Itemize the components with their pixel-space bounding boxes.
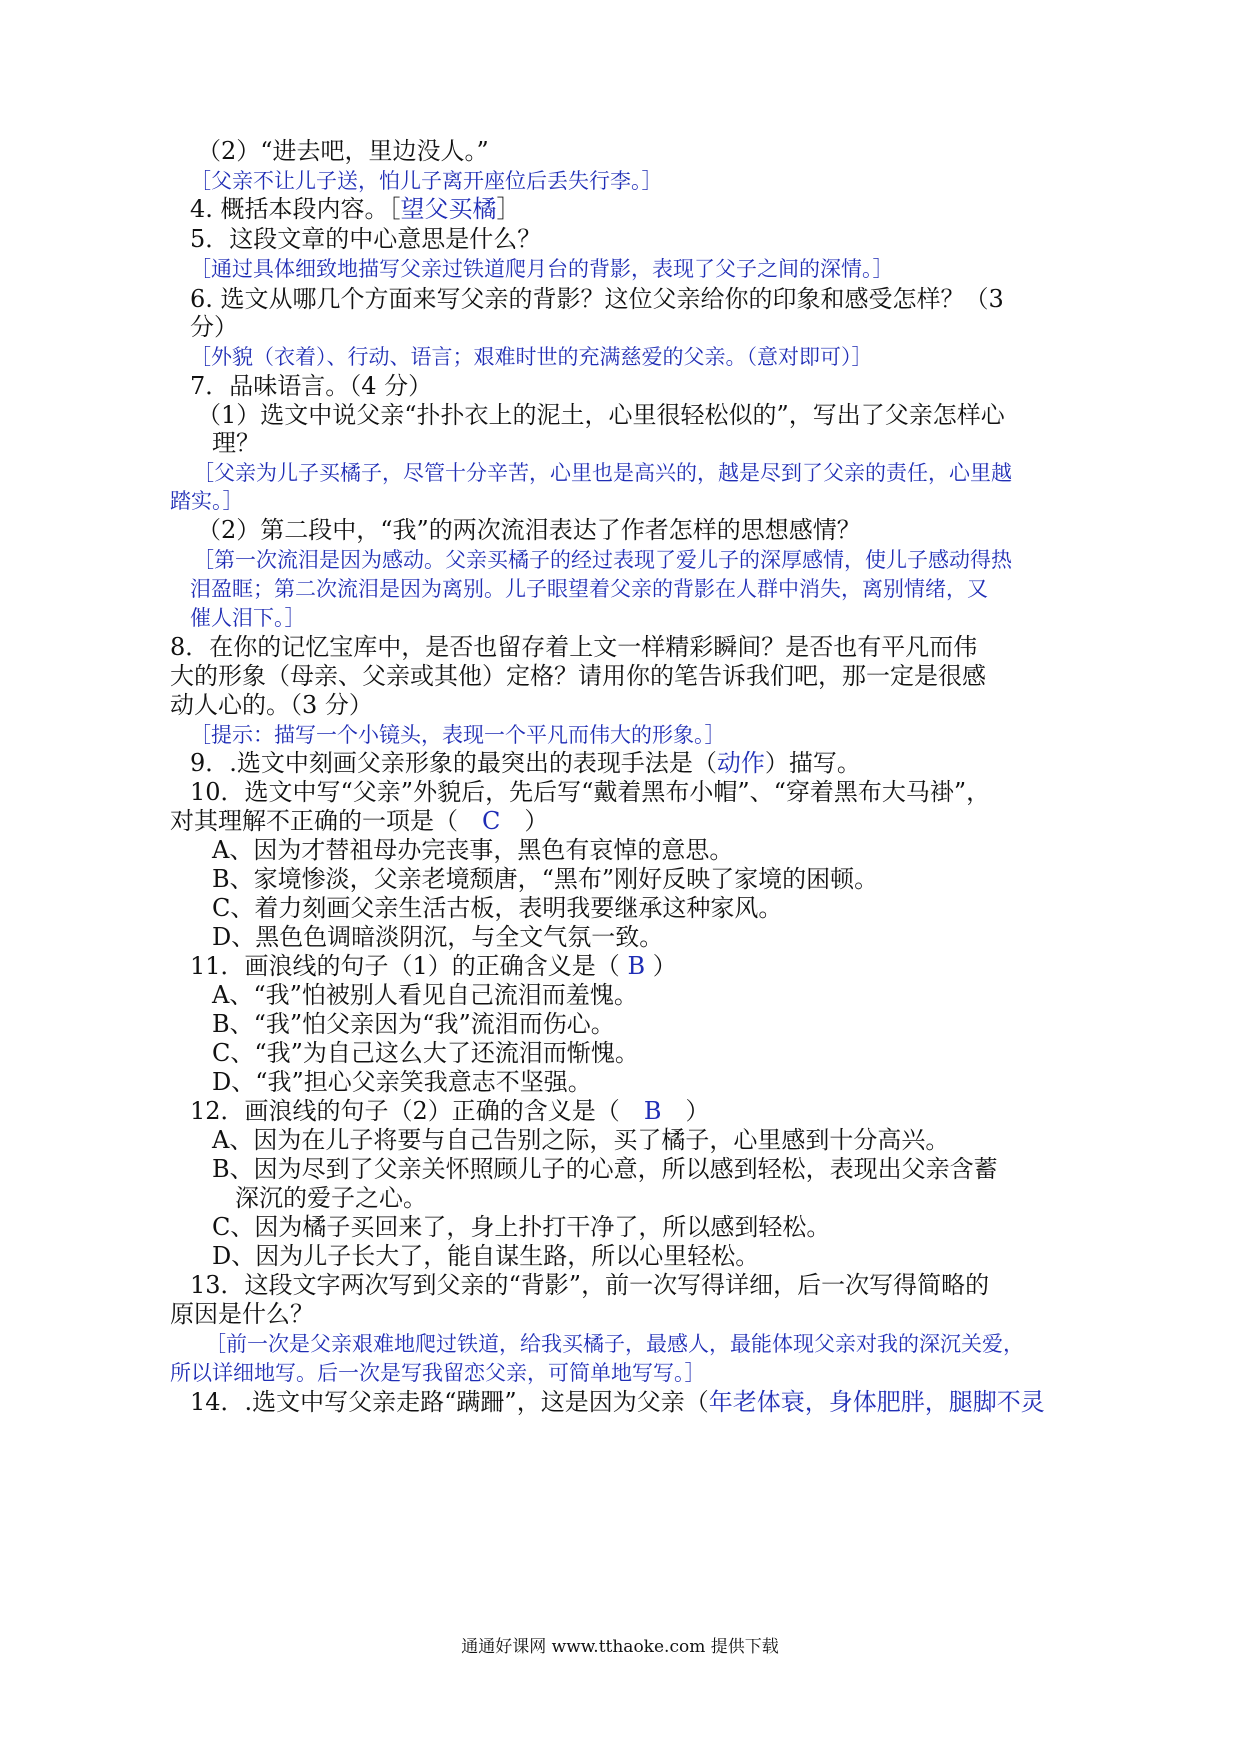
q11-answer: B xyxy=(627,952,646,980)
q6-answer: ［外貌（衣着）、行动、语言；艰难时世的充满慈爱的父亲。（意对即可）］ xyxy=(190,345,873,369)
q12-option-d: D、因为儿子长大了，能自谋生路，所以心里轻松。 xyxy=(212,1242,760,1270)
q4-question: 4. 概括本段内容。［望父买橘］ xyxy=(190,195,521,223)
q13-question: 13．这段文字两次写到父亲的“背影”，前一次写得详细，后一次写得简略的 xyxy=(190,1271,990,1299)
q7-2-answer: ［第一次流泪是因为感动。父亲买橘子的经过表现了爱儿子的深厚感情，使儿子感动得热 xyxy=(193,548,1012,572)
q7-1-answer-cont: 踏实。］ xyxy=(170,489,244,513)
q11-question: 11．画浪线的句子（1）的正确含义是（ B ） xyxy=(190,952,677,980)
q12-answer: B xyxy=(643,1097,662,1125)
q4-answer: 望父买橘 xyxy=(400,195,497,223)
q7-1-question-cont: 理？ xyxy=(212,429,260,457)
q11-option-a: A、“我”怕被别人看见自己流泪而羞愧。 xyxy=(212,981,638,1009)
q14-question: 14．.选文中写父亲走路“蹒跚”，这是因为父亲（年老体衰，身体肥胖，腿脚不灵 xyxy=(190,1388,1045,1416)
q9-answer: 动作 xyxy=(716,749,765,777)
q6-question: 6. 选文从哪几个方面来写父亲的背影？这位父亲给你的印象和感受怎样？（3 xyxy=(190,285,1004,313)
q10-option-d: D、黑色色调暗淡阴沉，与全文气氛一致。 xyxy=(212,923,664,951)
page-footer: 通通好课网 www.tthaoke.com 提供下载 xyxy=(461,1637,779,1657)
q6-question-cont: 分） xyxy=(190,313,238,341)
q9-question: 9．.选文中刻画父亲形象的最突出的表现手法是（动作）描写。 xyxy=(190,749,861,777)
q13-answer-cont: 所以详细地写。后一次是写我留恋父亲，可简单地写写。］ xyxy=(170,1361,706,1385)
q10-option-c: C、着力刻画父亲生活古板，表明我要继承这种家风。 xyxy=(212,894,783,922)
q12-question: 12．画浪线的句子（2）正确的含义是（ B ） xyxy=(190,1097,710,1125)
q10-question-cont: 对其理解不正确的一项是（ C ） xyxy=(170,807,549,835)
q5-answer: ［通过具体细致地描写父亲过铁道爬月台的背影，表现了父子之间的深情。］ xyxy=(190,257,894,281)
q11-option-d: D、“我”担心父亲笑我意志不坚强。 xyxy=(212,1068,592,1096)
q10-question: 10．选文中写“父亲”外貌后，先后写“戴着黑布小帽”、“穿着黑布大马褂”， xyxy=(190,778,991,806)
q3-2-answer: ［父亲不让儿子送，怕儿子离开座位后丢失行李。］ xyxy=(190,169,663,193)
q8-question-cont1: 大的形象（母亲、父亲或其他）定格？请用你的笔告诉我们吧，那一定是很感 xyxy=(170,662,986,690)
q7-2-question: （2）第二段中，“我”的两次流泪表达了作者怎样的思想感情？ xyxy=(197,516,861,544)
q7-question: 7．品味语言。（4 分） xyxy=(190,372,433,400)
q7-1-question: （1）选文中说父亲“扑扑衣上的泥土，心里很轻松似的”，写出了父亲怎样心 xyxy=(197,401,1005,429)
q11-option-c: C、“我”为自己这么大了还流泪而惭愧。 xyxy=(212,1039,639,1067)
q8-answer: ［提示：描写一个小镜头，表现一个平凡而伟大的形象。］ xyxy=(190,723,726,747)
q10-option-a: A、因为才替祖母办完丧事，黑色有哀悼的意思。 xyxy=(212,836,734,864)
q8-question: 8．在你的记忆宝库中，是否也留存着上文一样精彩瞬间？是否也有平凡而伟 xyxy=(170,633,978,661)
q13-answer: ［前一次是父亲艰难地爬过铁道，给我买橘子，最感人，最能体现父亲对我的深沉关爱， xyxy=(205,1332,1024,1356)
q12-option-b-cont: 深沉的爱子之心。 xyxy=(235,1184,427,1212)
q8-question-cont2: 动人心的。（3 分） xyxy=(170,691,373,719)
q7-2-answer-cont1: 泪盈眶；第二次流泪是因为离别。儿子眼望着父亲的背影在人群中消失，离别情绪，又 xyxy=(190,577,988,601)
q7-2-answer-cont2: 催人泪下。］ xyxy=(190,606,306,630)
q12-option-b: B、因为尽到了父亲关怀照顾儿子的心意，所以感到轻松，表现出父亲含蓄 xyxy=(212,1155,998,1183)
q14-answer: 年老体衰，身体肥胖，腿脚不灵 xyxy=(708,1388,1045,1416)
q10-answer: C xyxy=(482,807,501,835)
q10-option-b: B、家境惨淡，父亲老境颓唐，“黑布”刚好反映了家境的困顿。 xyxy=(212,865,879,893)
q12-option-a: A、因为在儿子将要与自己告别之际，买了橘子，心里感到十分高兴。 xyxy=(212,1126,950,1154)
q5-question: 5．这段文章的中心意思是什么？ xyxy=(190,225,542,253)
q12-option-c: C、因为橘子买回来了，身上扑打干净了，所以感到轻松。 xyxy=(212,1213,831,1241)
q11-option-b: B、“我”怕父亲因为“我”流泪而伤心。 xyxy=(212,1010,615,1038)
q3-2-quote: （2）“进去吧，里边没人。” xyxy=(197,137,489,165)
q13-question-cont: 原因是什么？ xyxy=(170,1300,314,1328)
q7-1-answer: ［父亲为儿子买橘子，尽管十分辛苦，心里也是高兴的，越是尽到了父亲的责任，心里越 xyxy=(193,461,1012,485)
